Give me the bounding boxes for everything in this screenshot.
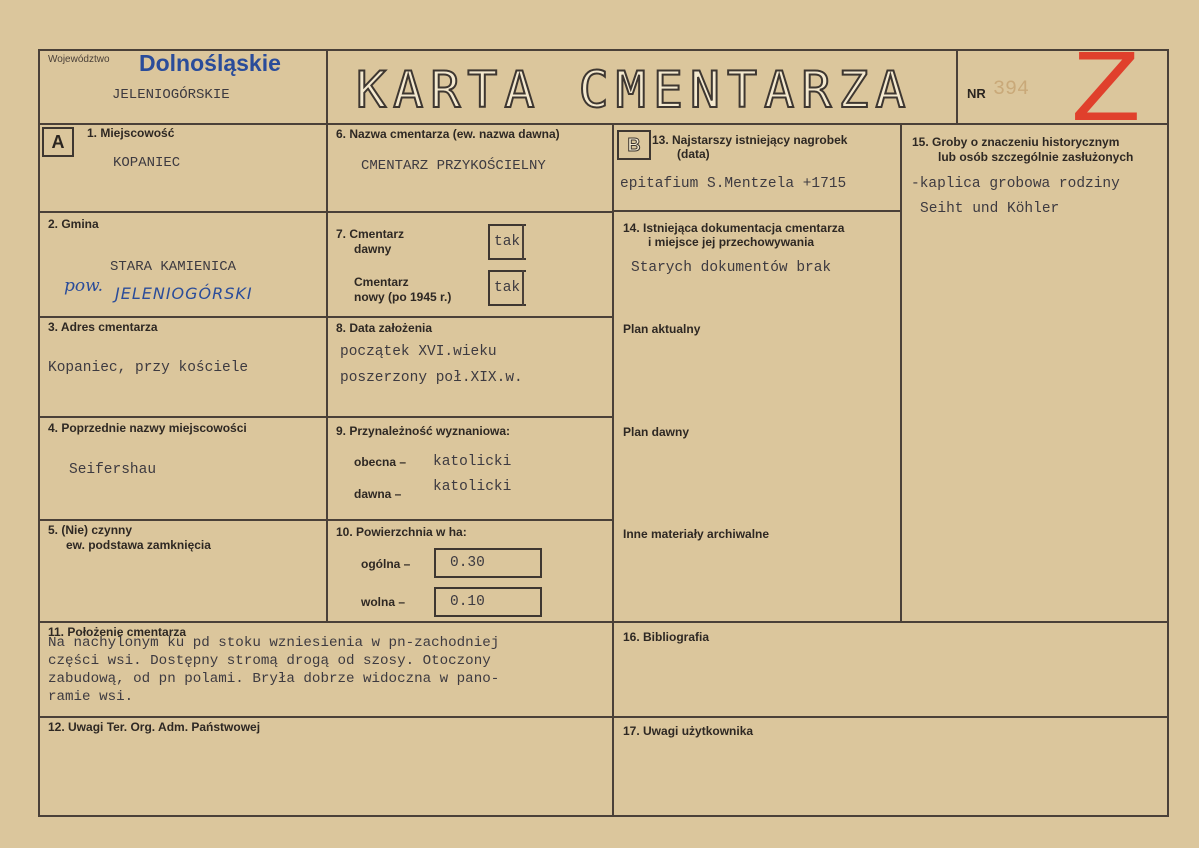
field-11-value-3: zabudową, od pn polami. Bryła dobrze widoczna w pano- bbox=[48, 671, 500, 687]
col-divider-1 bbox=[326, 123, 328, 621]
field-15-label-2: lub osób szczególnie zasłużonych bbox=[938, 150, 1134, 164]
field-7-dawny-value: tak bbox=[488, 224, 526, 260]
frame-bottom bbox=[38, 815, 1169, 817]
field-13-value: epitafium S.Mentzela +1715 bbox=[620, 176, 847, 192]
field-2-label: 2. Gmina bbox=[48, 217, 99, 231]
header-divider-2 bbox=[956, 49, 958, 125]
field-7-nowy-label-1: Cmentarz bbox=[354, 275, 409, 289]
stamp-letter-z: Z bbox=[1071, 31, 1141, 141]
field-15-value-1: -kaplica grobowa rodziny bbox=[911, 176, 1120, 192]
field-9-dawna-label: dawna – bbox=[354, 487, 402, 501]
plan-aktualny-label: Plan aktualny bbox=[623, 322, 701, 336]
row-line-a6 bbox=[38, 716, 1169, 718]
col-divider-2 bbox=[612, 123, 614, 817]
inne-materialy-label: Inne materiały archiwalne bbox=[623, 527, 770, 541]
nr-label: NR bbox=[967, 86, 986, 101]
field-9-obecna-label: obecna – bbox=[354, 455, 407, 469]
voivodeship-label: Województwo bbox=[48, 54, 110, 65]
card-title: KARTA CMENTARZA bbox=[356, 61, 913, 119]
header-divider-1 bbox=[326, 49, 328, 125]
field-9-dawna-value: katolicki bbox=[433, 479, 512, 495]
field-10-label: 10. Powierzchnia w ha: bbox=[336, 525, 467, 539]
header-bottom-line bbox=[38, 123, 1169, 125]
field-9-obecna-value: katolicki bbox=[433, 454, 512, 470]
field-14-label-2: i miejsce jej przechowywania bbox=[648, 235, 815, 249]
field-3-label: 3. Adres cmentarza bbox=[48, 320, 158, 334]
field-7-nowy-box-right bbox=[522, 270, 524, 306]
section-a-marker: A bbox=[42, 127, 74, 157]
nr-value: 394 bbox=[993, 78, 1030, 101]
field-6-label: 6. Nazwa cmentarza (ew. nazwa dawna) bbox=[336, 127, 560, 141]
field-10-ogolna-label: ogólna – bbox=[361, 557, 411, 571]
field-4-value: Seifershau bbox=[69, 462, 157, 478]
field-7-dawny-label-2: dawny bbox=[354, 242, 392, 256]
field-11-value-2: części wsi. Dostępny stromą drogą od szosy. Otoczony bbox=[48, 653, 491, 669]
field-13-label-1: 13. Najstarszy istniejący nagrobek bbox=[652, 133, 848, 147]
field-2-pow-value: JELENIOGÓRSKI bbox=[115, 284, 253, 303]
field-14-label-1: 14. Istniejąca dokumentacja cmentarza bbox=[623, 221, 845, 235]
field-15-value-2: Seiht und Köhler bbox=[920, 201, 1060, 217]
row-line-b1 bbox=[612, 210, 902, 212]
field-7-nowy-label-2: nowy (po 1945 r.) bbox=[354, 290, 452, 304]
field-10-wolna-label: wolna – bbox=[361, 595, 406, 609]
field-6-value: CMENTARZ PRZYKOŚCIELNY bbox=[361, 158, 546, 174]
field-11-value-1: Na nachylonym ku pd stoku wzniesienia w pn-zachodniej bbox=[48, 635, 500, 651]
field-5-label-1: 5. (Nie) czynny bbox=[48, 523, 133, 537]
voivodeship-old: JELENIOGÓRSKIE bbox=[112, 87, 230, 103]
field-17-label: 17. Uwagi użytkownika bbox=[623, 724, 754, 738]
field-11-label: 11. Położenie cmentarza bbox=[48, 625, 187, 639]
col-divider-3 bbox=[900, 123, 902, 623]
row-line-a1 bbox=[38, 211, 614, 213]
field-10-wolna-value: 0.10 bbox=[434, 587, 542, 617]
field-8-value-2: poszerzony poł.XIX.w. bbox=[340, 370, 523, 386]
row-line-a5 bbox=[38, 621, 1169, 623]
field-1-value: KOPANIEC bbox=[113, 155, 181, 171]
field-7-dawny-label-1: 7. Cmentarz bbox=[336, 227, 405, 241]
field-15-label-1: 15. Groby o znaczeniu historycznym bbox=[912, 135, 1120, 149]
frame-left bbox=[38, 49, 40, 817]
field-1-label: 1. Miejscowość bbox=[87, 126, 175, 140]
field-8-label: 8. Data założenia bbox=[336, 321, 433, 335]
field-16-label: 16. Bibliografia bbox=[623, 630, 710, 644]
field-10-ogolna-value: 0.30 bbox=[434, 548, 542, 578]
field-14-value: Starych dokumentów brak bbox=[631, 260, 832, 276]
plan-dawny-label: Plan dawny bbox=[623, 425, 690, 439]
field-8-value-1: początek XVI.wieku bbox=[340, 344, 497, 360]
field-4-label: 4. Poprzednie nazwy miejscowości bbox=[48, 421, 247, 435]
field-9-label: 9. Przynależność wyznaniowa: bbox=[336, 424, 511, 438]
field-7-nowy-value: tak bbox=[488, 270, 526, 306]
row-line-a3 bbox=[38, 416, 614, 418]
section-b-marker: B bbox=[617, 130, 651, 160]
field-3-value: Kopaniec, przy kościele bbox=[48, 360, 249, 376]
field-13-label-2: (data) bbox=[677, 147, 710, 161]
field-12-label: 12. Uwagi Ter. Org. Adm. Państwowej bbox=[48, 720, 261, 734]
voivodeship-stamp: Dolnośląskie bbox=[139, 50, 281, 76]
field-7-dawny-box-right bbox=[522, 224, 524, 260]
field-2-value: STARA KAMIENICA bbox=[110, 259, 237, 275]
frame-right bbox=[1167, 49, 1169, 817]
row-line-a4 bbox=[38, 519, 614, 521]
field-5-label-2: ew. podstawa zamknięcia bbox=[66, 538, 211, 552]
field-11-value-4: ramie wsi. bbox=[48, 689, 134, 705]
row-line-a2 bbox=[38, 316, 614, 318]
field-2-pow: pow. bbox=[64, 276, 104, 296]
